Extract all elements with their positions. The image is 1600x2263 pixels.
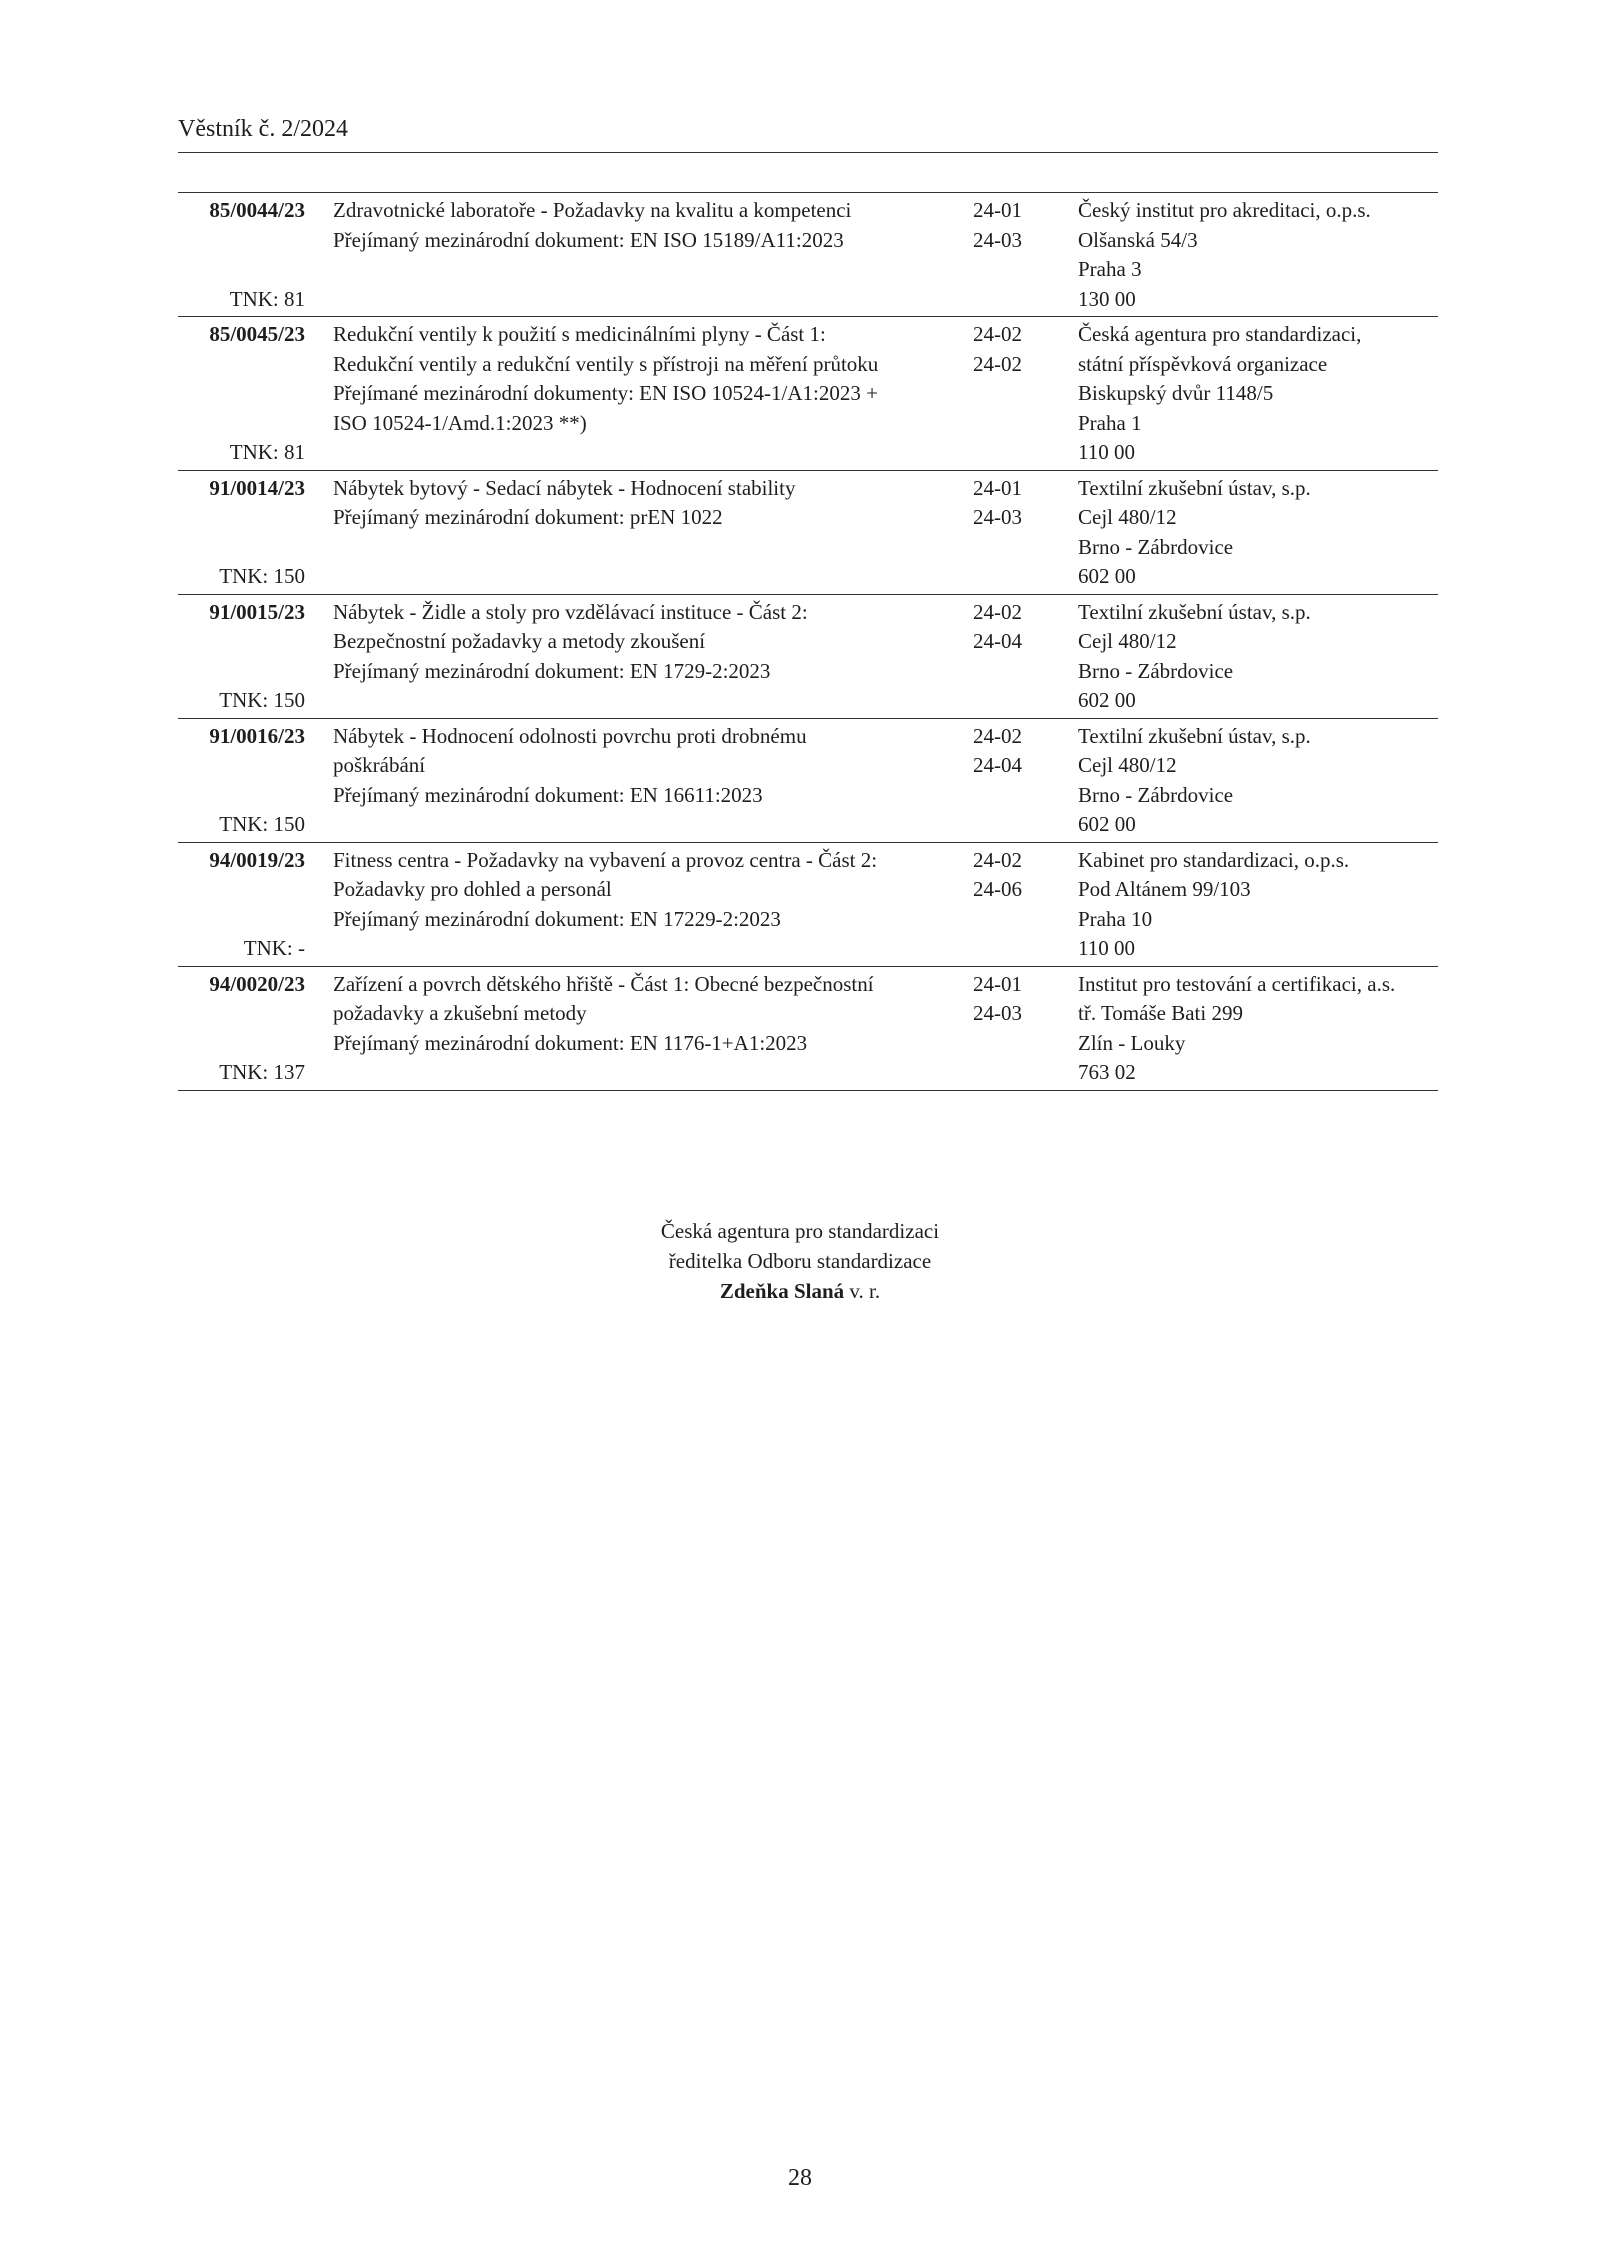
organization-line: Český institut pro akreditaci, o.p.s. xyxy=(1078,198,1371,222)
row-identifier-cell xyxy=(178,846,333,964)
signature-name-line xyxy=(0,1276,1600,1306)
row-identifier-cell xyxy=(178,722,333,840)
date-value: 24-02 xyxy=(973,322,1022,346)
organization-cell xyxy=(1078,846,1438,964)
organization-line: státní příspěvková organizace xyxy=(1078,351,1328,376)
signature-suffix: v. r. xyxy=(844,1279,881,1303)
date-value: 24-06 xyxy=(973,877,1022,901)
organization-line: Kabinet pro standardizaci, o.p.s. xyxy=(1078,847,1350,872)
title-cell xyxy=(333,196,973,314)
organization-cell xyxy=(1078,722,1438,840)
organization-line: Biskupský dvůr 1148/5 xyxy=(1078,381,1274,405)
organization-line: Institut pro testování a certifikaci, a.s. xyxy=(1078,971,1396,996)
organization-line: 763 02 xyxy=(1078,1060,1136,1084)
organization-line: Textilní zkušební ústav, s.p. xyxy=(1078,475,1311,500)
organization-line: Zlín - Louky xyxy=(1078,1030,1186,1055)
page-header xyxy=(178,112,1438,153)
organization-cell xyxy=(1078,196,1438,314)
organization-line: 110 00 xyxy=(1078,936,1135,960)
standard-code: 94/0019/23 xyxy=(209,847,305,872)
dates-cell xyxy=(973,846,1078,964)
date-value: 24-04 xyxy=(973,629,1022,653)
title-line: poškrábání xyxy=(333,753,426,777)
date-value: 24-02 xyxy=(973,351,1022,376)
dates-cell xyxy=(973,474,1078,592)
table-row xyxy=(178,967,1438,1091)
organization-line: Praha 1 xyxy=(1078,410,1142,435)
tnk-number: TNK: 81 xyxy=(229,440,305,464)
title-line: Zařízení a povrch dětského hřiště - Část 1: Obecné bezpečnostní xyxy=(333,971,874,996)
title-line: Přejímaný mezinárodní dokument: EN ISO 15189/A11:2023 xyxy=(333,227,844,252)
date-value: 24-03 xyxy=(973,505,1022,529)
row-identifier-cell xyxy=(178,474,333,592)
title-line: Přejímaný mezinárodní dokument: EN 1176-1+A1:2023 xyxy=(333,1030,808,1055)
organization-line: Brno - Zábrdovice xyxy=(1078,534,1234,559)
dates-cell xyxy=(973,320,1078,468)
table-row xyxy=(178,471,1438,595)
title-line: Přejímaný mezinárodní dokument: EN 16611:2023 xyxy=(333,782,763,807)
title-line: Bezpečnostní požadavky a metody zkoušení xyxy=(333,629,706,653)
dates-cell xyxy=(973,722,1078,840)
tnk-number: TNK: 150 xyxy=(219,564,305,588)
organization-cell xyxy=(1078,970,1438,1088)
signature-block xyxy=(0,1216,1600,1306)
table-row xyxy=(178,719,1438,843)
organization-line: 602 00 xyxy=(1078,688,1136,712)
title-line: Přejímaný mezinárodní dokument: EN 17229-2:2023 xyxy=(333,906,781,931)
organization-cell xyxy=(1078,474,1438,592)
dates-cell xyxy=(973,970,1078,1088)
organization-cell xyxy=(1078,598,1438,716)
title-line: Nábytek - Hodnocení odolnosti povrchu proti drobnému xyxy=(333,723,807,748)
row-identifier-cell xyxy=(178,320,333,468)
title-line: požadavky a zkušební metody xyxy=(333,1001,587,1025)
dates-cell xyxy=(973,598,1078,716)
title-cell xyxy=(333,722,973,840)
date-value: 24-01 xyxy=(973,475,1022,500)
standard-code: 91/0014/23 xyxy=(209,475,305,500)
tnk-number: TNK: 150 xyxy=(219,688,305,712)
standard-code: 85/0045/23 xyxy=(209,322,305,346)
title-cell xyxy=(333,598,973,716)
standard-code: 94/0020/23 xyxy=(209,971,305,996)
title-line: Nábytek bytový - Sedací nábytek - Hodnocení stability xyxy=(333,475,796,500)
organization-line: 110 00 xyxy=(1078,440,1135,464)
row-identifier-cell xyxy=(178,970,333,1088)
standard-code: 91/0016/23 xyxy=(209,723,305,748)
title-cell xyxy=(333,320,973,468)
title-cell xyxy=(333,846,973,964)
tnk-number: TNK: 137 xyxy=(219,1060,305,1084)
journal-title: Věstník č. 2/2024 xyxy=(178,116,348,142)
title-line: Fitness centra - Požadavky na vybavení a provoz centra - Část 2: xyxy=(333,847,878,872)
date-value: 24-04 xyxy=(973,753,1022,777)
signature-role: ředitelka Odboru standardizace xyxy=(668,1249,932,1273)
date-value: 24-01 xyxy=(973,971,1022,996)
title-line: Zdravotnické laboratoře - Požadavky na kvalitu a kompetenci xyxy=(333,198,852,222)
title-cell xyxy=(333,970,973,1088)
standard-code: 85/0044/23 xyxy=(209,198,305,222)
organization-cell xyxy=(1078,320,1438,468)
table-row xyxy=(178,193,1438,317)
title-line: Přejímaný mezinárodní dokument: prEN 1022 xyxy=(333,505,723,529)
table-row xyxy=(178,317,1438,471)
organization-line: Brno - Zábrdovice xyxy=(1078,658,1234,683)
date-value: 24-01 xyxy=(973,198,1022,222)
organization-line: Praha 3 xyxy=(1078,257,1142,281)
organization-line: Cejl 480/12 xyxy=(1078,753,1177,777)
table-row xyxy=(178,595,1438,719)
dates-cell xyxy=(973,196,1078,314)
organization-line: Cejl 480/12 xyxy=(1078,629,1177,653)
signature-name: Zdeňka Slaná xyxy=(719,1279,845,1303)
organization-line: Textilní zkušební ústav, s.p. xyxy=(1078,599,1311,624)
tnk-number: TNK: 150 xyxy=(219,812,305,836)
date-value: 24-02 xyxy=(973,847,1022,872)
organization-line: tř. Tomáše Bati 299 xyxy=(1078,1001,1243,1025)
title-line: ISO 10524-1/Amd.1:2023 **) xyxy=(333,410,587,435)
organization-line: 602 00 xyxy=(1078,812,1136,836)
row-identifier-cell xyxy=(178,196,333,314)
organization-line: Textilní zkušební ústav, s.p. xyxy=(1078,723,1311,748)
tnk-number: TNK: 81 xyxy=(229,286,305,311)
organization-line: Česká agentura pro standardizaci, xyxy=(1078,322,1362,346)
title-line: Nábytek - Židle a stoly pro vzdělávací instituce - Část 2: xyxy=(333,599,808,624)
standards-table xyxy=(178,192,1438,1091)
tnk-number: TNK: - xyxy=(243,936,305,960)
date-value: 24-02 xyxy=(973,599,1022,624)
date-value: 24-03 xyxy=(973,1001,1022,1025)
organization-line: Pod Altánem 99/103 xyxy=(1078,877,1251,901)
title-line: Přejímané mezinárodní dokumenty: EN ISO 10524-1/A1:2023 + xyxy=(333,381,878,405)
date-value: 24-03 xyxy=(973,227,1022,252)
standard-code: 91/0015/23 xyxy=(209,599,305,624)
title-line: Redukční ventily k použití s medicinálními plyny - Část 1: xyxy=(333,322,826,346)
signature-org: Česká agentura pro standardizaci xyxy=(660,1219,940,1243)
organization-line: Brno - Zábrdovice xyxy=(1078,782,1234,807)
row-identifier-cell xyxy=(178,598,333,716)
organization-line: 602 00 xyxy=(1078,564,1136,588)
title-line: Redukční ventily a redukční ventily s přístroji na měření průtoku xyxy=(333,351,879,376)
title-cell xyxy=(333,474,973,592)
table-row xyxy=(178,843,1438,967)
organization-line: Praha 10 xyxy=(1078,906,1153,931)
organization-line: 130 00 xyxy=(1078,286,1136,311)
title-line: Požadavky pro dohled a personál xyxy=(333,877,612,901)
organization-line: Olšanská 54/3 xyxy=(1078,227,1198,252)
date-value: 24-02 xyxy=(973,723,1022,748)
title-line: Přejímaný mezinárodní dokument: EN 1729-2:2023 xyxy=(333,658,771,683)
organization-line: Cejl 480/12 xyxy=(1078,505,1177,529)
page-number: 28 xyxy=(788,2165,812,2191)
